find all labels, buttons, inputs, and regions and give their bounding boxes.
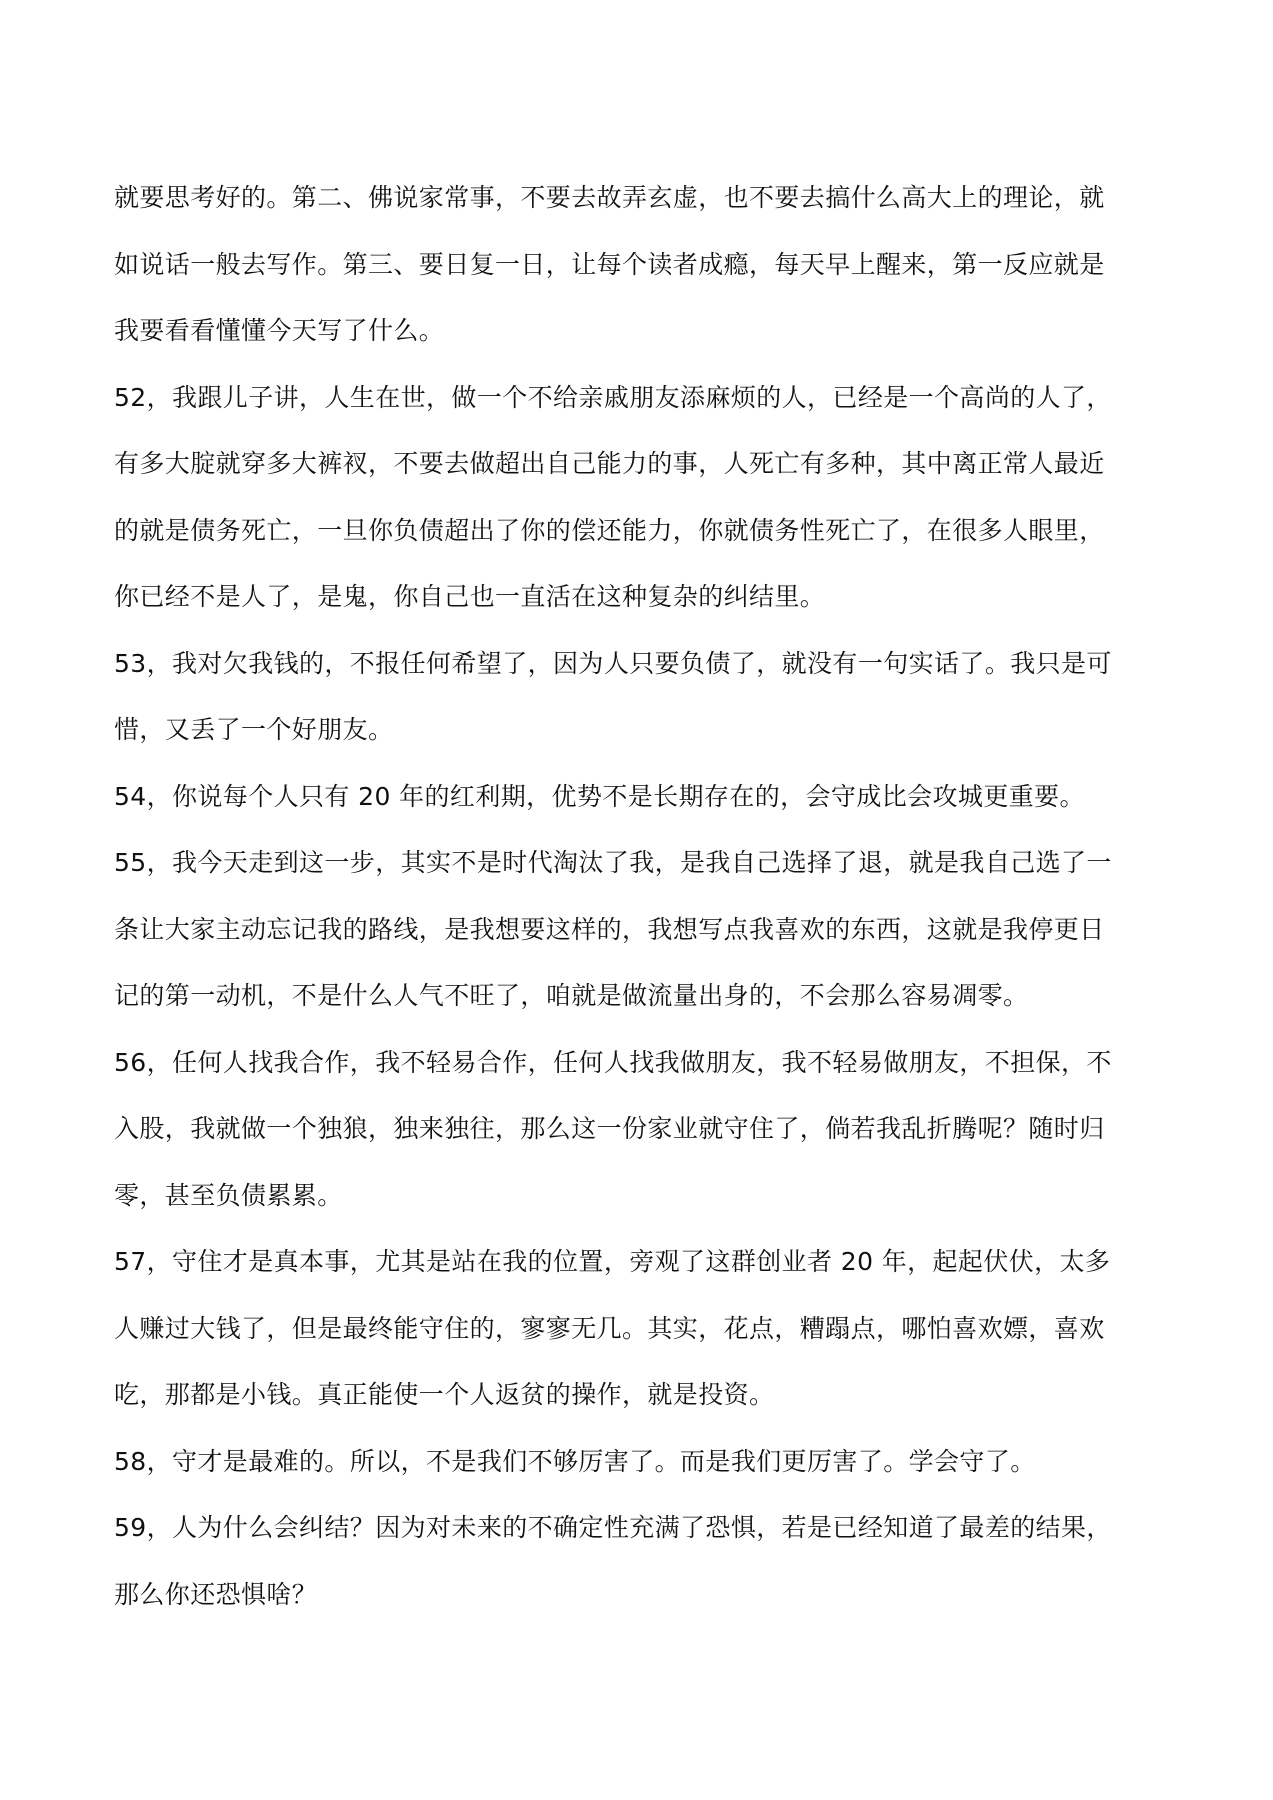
- text-line: 吃，那都是小钱。真正能使一个人返贫的操作，就是投资。: [114, 1380, 775, 1409]
- paragraph-54: [114, 764, 1159, 831]
- text-line: 入股，我就做一个独狼，独来独往，那么这一份家业就守住了，倘若我乱折腾呢？随时归: [114, 1114, 1105, 1143]
- text-line: 52，我跟儿子讲，人生在世，做一个不给亲戚朋友添麻烦的人，已经是一个高尚的人了，: [114, 382, 1112, 412]
- text-line: 57，守住才是真本事，尤其是站在我的位置，旁观了这群创业者 20 年，起起伏伏，太多: [114, 1247, 1111, 1276]
- paragraph-57: [114, 1229, 1159, 1429]
- text-line: 惜，又丢了一个好朋友。: [114, 715, 394, 744]
- paragraph-58: [114, 1429, 1159, 1496]
- paragraph-53: [114, 631, 1159, 764]
- text-line: 零，甚至负债累累。: [114, 1180, 343, 1210]
- text-line: 59，人为什么会纠结？因为对未来的不确定性充满了恐惧，若是已经知道了最差的结果，: [114, 1513, 1112, 1542]
- text-line: 58，守才是最难的。所以，不是我们不够厉害了。而是我们更厉害了。学会守了。: [114, 1446, 1036, 1476]
- text-line: 记的第一动机，不是什么人气不旺了，咱就是做流量出身的，不会那么容易凋零。: [114, 981, 1029, 1010]
- text-line: 54，你说每个人只有 20 年的红利期，优势不是长期存在的，会守成比会攻城更重要。: [114, 781, 1085, 811]
- text-line: 的就是债务死亡，一旦你负债超出了你的偿还能力，你就债务性死亡了，在很多人眼里，: [114, 515, 1105, 545]
- text-line: 那么你还恐惧啥？: [114, 1579, 318, 1609]
- text-line: 我要看看懂懂今天写了什么。: [114, 316, 445, 345]
- document-body: [114, 165, 1159, 1628]
- paragraph-continuation: [114, 165, 1159, 365]
- text-line: 你已经不是人了，是鬼，你自己也一直活在这种复杂的纠结里。: [114, 582, 826, 611]
- text-line: 有多大腚就穿多大裤衩，不要去做超出自己能力的事，人死亡有多种，其中离正常人最近: [114, 449, 1105, 478]
- text-line: 53，我对欠我钱的，不报任何希望了，因为人只要负债了，就没有一句实话了。我只是可: [114, 648, 1112, 678]
- text-line: 56，任何人找我合作，我不轻易合作，任何人找我做朋友，我不轻易做朋友，不担保，不: [114, 1047, 1112, 1077]
- paragraph-56: [114, 1030, 1159, 1230]
- text-line: 人赚过大钱了，但是最终能守住的，寥寥无几。其实，花点，糟蹋点，哪怕喜欢嫖，喜欢: [114, 1313, 1105, 1343]
- text-line: 如说话一般去写作。第三、要日复一日，让每个读者成瘾，每天早上醒来，第一反应就是: [114, 249, 1105, 279]
- text-line: 条让大家主动忘记我的路线，是我想要这样的，我想写点我喜欢的东西，这就是我停更日: [114, 914, 1105, 944]
- paragraph-55: [114, 830, 1159, 1030]
- text-line: 就要思考好的。第二、佛说家常事，不要去故弄玄虚，也不要去搞什么高大上的理论，就: [114, 183, 1105, 212]
- text-line: 55，我今天走到这一步，其实不是时代淘汰了我，是我自己选择了退，就是我自己选了一: [114, 848, 1112, 877]
- paragraph-52: [114, 365, 1159, 631]
- paragraph-59: [114, 1495, 1159, 1628]
